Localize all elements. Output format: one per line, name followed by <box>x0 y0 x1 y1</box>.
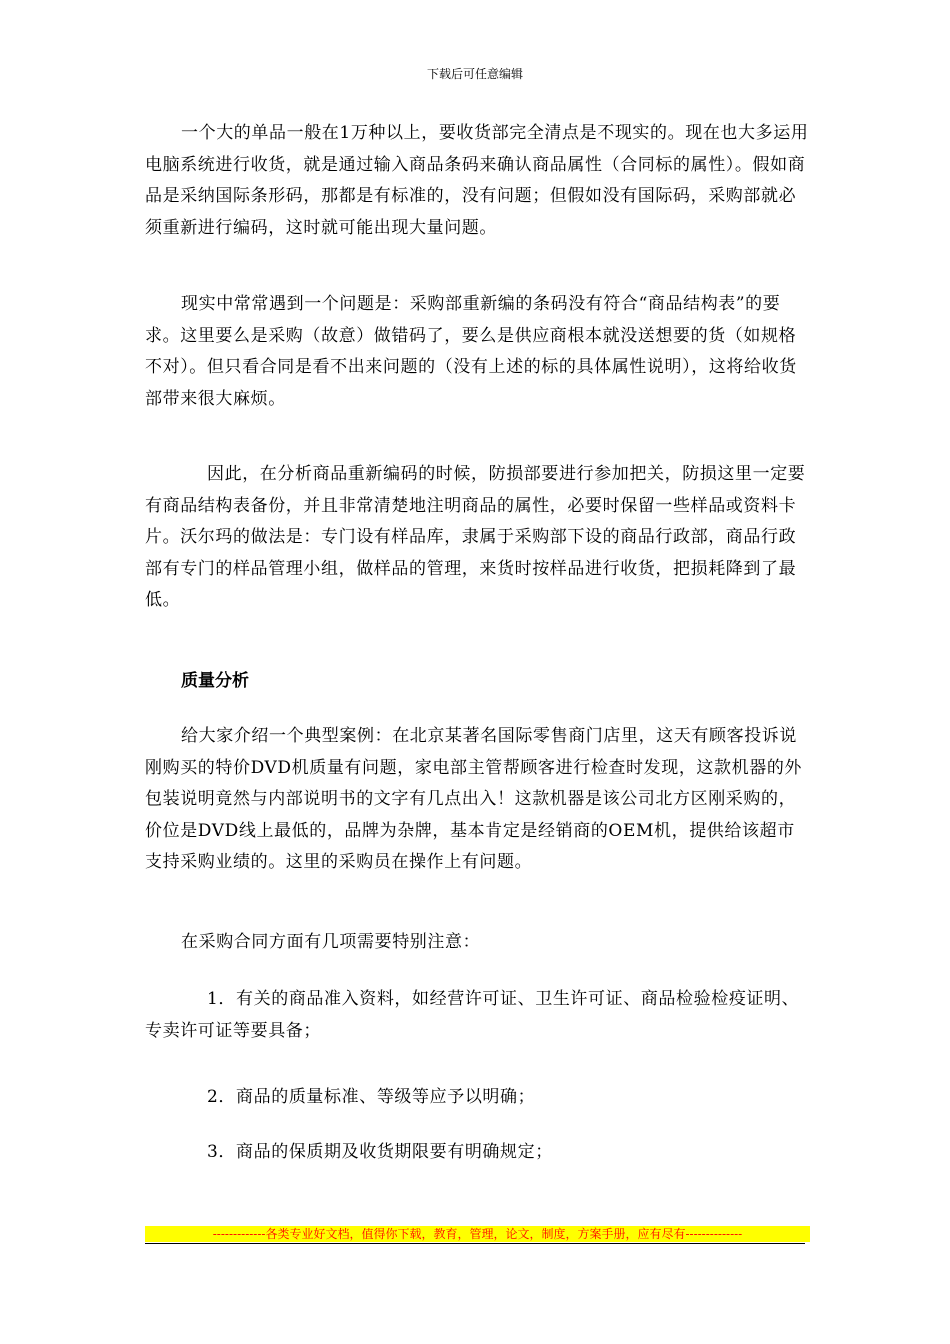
list-item-3: 3．商品的保质期及收货期限要有明确规定； <box>207 1142 553 1162</box>
section-heading: 质量分析 <box>181 671 249 691</box>
paragraph-3: 因此，在分析商品重新编码的时候，防损部要进行参加把关，防损这里一定要有商品结构表备份，并且非常清楚地注明商品的属性，必要时保留一些样品或资料卡片。沃尔玛的做法是：专门设有样品库，隶属于采购部下设的商品行政部，商品行政部有专门的样品管理小组，做样品的管理，来货时按样品进行收货，把损耗降到了最低。 <box>145 464 806 610</box>
list-item-2: 2．商品的质量标准、等级等应予以明确； <box>207 1087 536 1107</box>
paragraph-2: 现实中常常遇到一个问题是：采购部重新编的条码没有符合“商品结构表”的要求。这里要么是采购（故意）做错码了，要么是供应商根本就没送想要的货（如规格不对）。但只看合同是看不出来问题的（没有上述的标的具体属性说明），这将给收货部带来很大麻烦。 <box>145 294 797 409</box>
footer-banner: -------------各类专业好文档，值得你下载，教育，管理，论文，制度，方案手册，应有尽有-------------- <box>145 1226 810 1242</box>
footer-divider <box>145 1243 805 1244</box>
paragraph-5: 在采购合同方面有几项需要特别注意： <box>181 932 481 952</box>
paragraph-4: 给大家介绍一个典型案例：在北京某著名国际零售商门店里，这天有顾客投诉说刚购买的特价DVD机质量有问题，家电部主管帮顾客进行检查时发现，这款机器的外包装说明竟然与内部说明书的文字有几点出入！这款机器是该公司北方区刚采购的，价位是DVD线上最低的，品牌为杂牌，基本肯定是经销商的OEM机，提供给该超市支持采购业绩的。这里的采购员在操作上有问题。 <box>145 726 803 872</box>
paragraph-1: 一个大的单品一般在1万种以上，要收货部完全清点是不现实的。现在也大多运用电脑系统进行收货，就是通过输入商品条码来确认商品属性（合同标的属性）。假如商品是采纳国际条形码，那都是有标准的，没有问题；但假如没有国际码，采购部就必须重新进行编码，这时就可能出现大量问题。 <box>145 123 809 238</box>
list-item-1: 1．有关的商品准入资料，如经营许可证、卫生许可证、商品检验检疫证明、专卖许可证等要具备； <box>145 989 800 1041</box>
page-header: 下载后可任意编辑 <box>426 67 523 81</box>
